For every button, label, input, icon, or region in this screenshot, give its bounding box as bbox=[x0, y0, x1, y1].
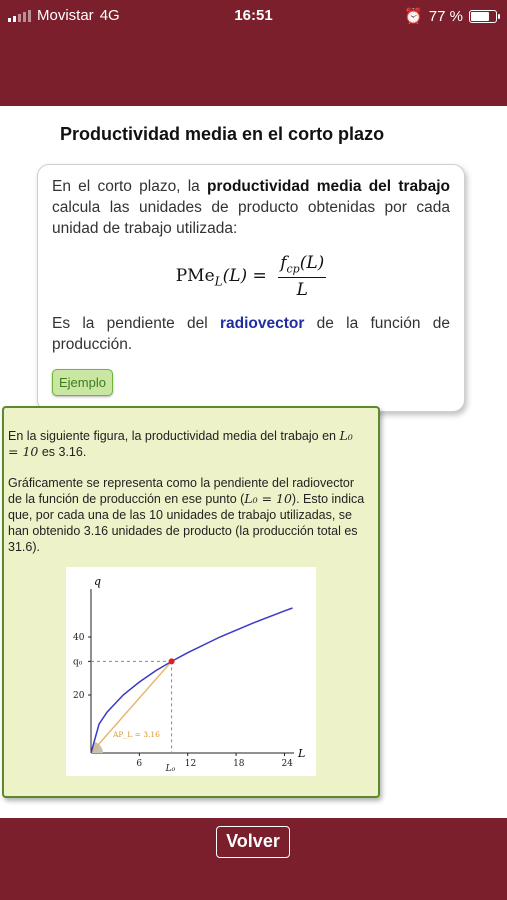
slope-text-part: Es la pendiente del bbox=[52, 315, 220, 332]
x-tick-label: 12 bbox=[184, 759, 197, 769]
popup-text-part: ). Esto indica que, por cada una de las 10 unidades de trabajo utilizadas, se han obtenido 3.16 unidades de producto (la producción total es 31.6). bbox=[8, 492, 365, 554]
battery-percent: 77 % bbox=[428, 7, 463, 25]
popup-text-part: En la siguiente figura, la productividad media del trabajo en bbox=[8, 429, 340, 443]
slope-text-part: de la función de producción. bbox=[52, 315, 450, 353]
formula-fraction bbox=[278, 253, 326, 300]
definition-text-part: calcula las unidades de producto obtenidas por cada unidad de trabajo utilizada: bbox=[52, 199, 450, 237]
y-tick-label: q₀ bbox=[73, 657, 83, 668]
definition-card bbox=[37, 164, 465, 412]
alarm-icon: ⏰ bbox=[404, 8, 423, 25]
formula-denominator: L bbox=[296, 280, 308, 301]
chosen-point bbox=[169, 658, 175, 664]
formula-f: f bbox=[280, 253, 287, 273]
average-product-formula bbox=[38, 253, 464, 300]
production-graph bbox=[66, 567, 316, 776]
x-tick-label: 6 bbox=[136, 759, 143, 769]
production-chart bbox=[66, 567, 316, 776]
ap-label: AP_L = 3.16 bbox=[113, 730, 160, 739]
popup-text-2 bbox=[8, 475, 366, 555]
popup-text-part: Gráficamente se representa como la pendiente del radiovector de la función de producción en ese punto ( bbox=[8, 476, 355, 506]
popup-text-1 bbox=[8, 428, 366, 460]
network-type: 4G bbox=[99, 7, 120, 24]
x-tick-label: 18 bbox=[233, 759, 245, 769]
formula-pme: PMe bbox=[175, 266, 215, 287]
formula-arg: (L) = bbox=[222, 266, 267, 287]
app-header bbox=[0, 34, 507, 106]
status-right bbox=[404, 7, 497, 25]
formula-num-arg: (L) bbox=[299, 253, 325, 273]
radiovector-link[interactable]: radiovector bbox=[219, 315, 305, 332]
battery-icon bbox=[469, 10, 497, 23]
page-title: Productividad media en el corto plazo bbox=[60, 124, 385, 144]
radiovector-line bbox=[91, 661, 172, 753]
formula-numerator bbox=[278, 253, 326, 278]
definition-text-part: En el corto plazo, la bbox=[52, 178, 207, 195]
y-axis-label: q bbox=[94, 575, 102, 588]
status-time: 16:51 bbox=[234, 7, 273, 24]
x-tick-label: 24 bbox=[281, 759, 293, 769]
x0-label: L₀ bbox=[165, 764, 176, 774]
status-bar bbox=[0, 0, 507, 34]
y-tick-label: 20 bbox=[73, 691, 85, 701]
carrier-name: Movistar bbox=[37, 7, 94, 24]
definition-term: productividad media del trabajo bbox=[207, 178, 450, 195]
slope-text bbox=[52, 313, 450, 355]
example-button[interactable]: Ejemplo bbox=[52, 369, 113, 396]
x-axis-label: L bbox=[298, 747, 306, 760]
formula-sub: L bbox=[214, 274, 223, 289]
popup-math: L₀ = 10 bbox=[244, 491, 292, 506]
definition-text bbox=[52, 176, 450, 239]
popup-math: L₀ = 10 bbox=[8, 428, 353, 459]
y-tick-label: 40 bbox=[73, 633, 85, 643]
back-button[interactable]: Volver bbox=[216, 826, 290, 858]
popup-text-part: es 3.16. bbox=[38, 445, 87, 459]
formula-cp: cp bbox=[286, 262, 300, 276]
example-popup bbox=[2, 406, 380, 798]
